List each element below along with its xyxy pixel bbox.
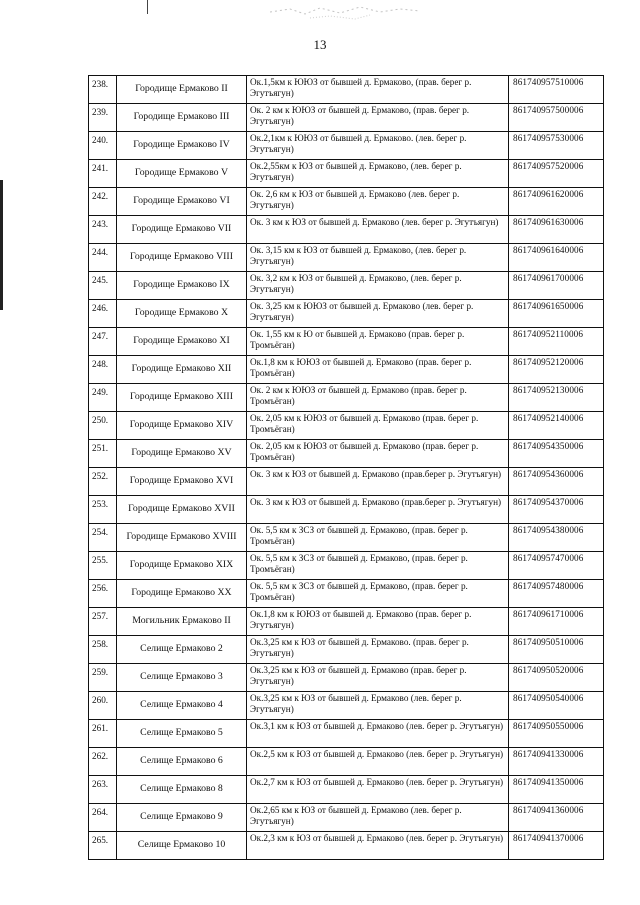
site-location: Ок.2,65 км к ЮЗ от бывшей д. Ермаково (лев. берег р. Эгутъягун) [247, 804, 509, 832]
site-code: 861740961700006 [509, 272, 604, 300]
site-code: 861740957480006 [509, 580, 604, 608]
site-code: 861740950510006 [509, 636, 604, 664]
row-number: 259. [89, 664, 117, 692]
table-row [89, 160, 604, 188]
row-number: 239. [89, 104, 117, 132]
site-name: Городище Ермаково XVII [117, 496, 247, 524]
site-location: Ок. 3 км к ЮЗ от бывшей д. Ермаково (лев. берег р. Эгутъягун) [247, 216, 509, 244]
site-location: Ок. 2 км к ЮЮЗ от бывшей д. Ермаково (прав. берег р. Тромъёган) [247, 384, 509, 412]
table-row [89, 440, 604, 468]
site-location: Ок.2,3 км к ЮЗ от бывшей д. Ермаково (лев. берег р. Эгутъягун) [247, 832, 509, 860]
row-number: 246. [89, 300, 117, 328]
site-location: Ок.1,5км к ЮЮЗ от бывшей д. Ермаково, (прав. берег р. Эгутъягун) [247, 76, 509, 104]
site-code: 861740941360006 [509, 804, 604, 832]
row-number: 261. [89, 720, 117, 748]
site-name: Городище Ермаково X [117, 300, 247, 328]
row-number: 264. [89, 804, 117, 832]
site-name: Городище Ермаково IX [117, 272, 247, 300]
table-row [89, 272, 604, 300]
table-row [89, 636, 604, 664]
site-location: Ок.3,25 км к ЮЗ от бывшей д. Ермаково (прав. берег р. Эгутъягун) [247, 664, 509, 692]
scan-artifact [270, 0, 420, 22]
row-number: 258. [89, 636, 117, 664]
table-row [89, 328, 604, 356]
site-name: Селище Ермаково 2 [117, 636, 247, 664]
site-location: Ок. 3,25 км к ЮЮЗ от бывшей д. Ермаково (лев. берег р. Эгутъягун) [247, 300, 509, 328]
site-name: Городище Ермаково VIII [117, 244, 247, 272]
table-body [89, 76, 604, 860]
table-row [89, 832, 604, 860]
site-name: Городище Ермаково V [117, 160, 247, 188]
site-code: 861740957510006 [509, 76, 604, 104]
site-location: Ок.1,8 км к ЮЮЗ от бывшей д. Ермаково (прав. берег р. Тромъёган) [247, 356, 509, 384]
row-number: 265. [89, 832, 117, 860]
site-name: Городище Ермаково XIV [117, 412, 247, 440]
row-number: 262. [89, 748, 117, 776]
page-number: 13 [313, 37, 327, 52]
site-location: Ок. 5,5 км к ЗСЗ от бывшей д. Ермаково, (прав. берег р. Тромъёган) [247, 552, 509, 580]
site-name: Городище Ермаково XI [117, 328, 247, 356]
site-name: Селище Ермаково 5 [117, 720, 247, 748]
site-location: Ок.2,55км к ЮЗ от бывшей д. Ермаково, (лев. берег р. Эгутъягун) [247, 160, 509, 188]
site-name: Городище Ермаково III [117, 104, 247, 132]
site-code: 861740941330006 [509, 748, 604, 776]
table-row [89, 776, 604, 804]
row-number: 247. [89, 328, 117, 356]
site-location: Ок. 5,5 км к ЗСЗ от бывшей д. Ермаково, (прав. берег р. Тромъёган) [247, 580, 509, 608]
site-code: 861740961710006 [509, 608, 604, 636]
table-row [89, 664, 604, 692]
site-location: Ок.2,1км к ЮЮЗ от бывшей д. Ермаково. (лев. берег р. Эгутъягун) [247, 132, 509, 160]
site-name: Городище Ермаково VII [117, 216, 247, 244]
table-row [89, 720, 604, 748]
row-number: 253. [89, 496, 117, 524]
table-row [89, 692, 604, 720]
site-name: Селище Ермаково 3 [117, 664, 247, 692]
site-code: 861740961620006 [509, 188, 604, 216]
site-name: Городище Ермаково VI [117, 188, 247, 216]
site-name: Городище Ермаково XII [117, 356, 247, 384]
site-code: 861740952120006 [509, 356, 604, 384]
site-code: 861740961650006 [509, 300, 604, 328]
row-number: 257. [89, 608, 117, 636]
row-number: 252. [89, 468, 117, 496]
site-location: Ок. 3 км к ЮЗ от бывшей д. Ермаково (прав.берег р. Эгутъягун) [247, 496, 509, 524]
site-code: 861740957530006 [509, 132, 604, 160]
site-name: Селище Ермаково 4 [117, 692, 247, 720]
site-location: Ок. 3,2 км к ЮЗ от бывшей д. Ермаково, (лев. берег р. Эгутъягун) [247, 272, 509, 300]
row-number: 251. [89, 440, 117, 468]
site-name: Городище Ермаково XVIII [117, 524, 247, 552]
row-number: 248. [89, 356, 117, 384]
site-location: Ок.3,25 км к ЮЗ от бывшей д. Ермаково (лев. берег р. Эгутъягун) [247, 692, 509, 720]
site-location: Ок. 2,6 км к ЮЗ от бывшей д. Ермаково (лев. берег р. Эгутъягун) [247, 188, 509, 216]
site-location: Ок.2,7 км к ЮЗ от бывшей д. Ермаково (лев. берег р. Эгутъягун) [247, 776, 509, 804]
row-number: 255. [89, 552, 117, 580]
table-row [89, 552, 604, 580]
table-row [89, 132, 604, 160]
table-row [89, 244, 604, 272]
site-code: 861740957500006 [509, 104, 604, 132]
table-row [89, 300, 604, 328]
site-location: Ок. 2,05 км к ЮЮЗ от бывшей д. Ермаково (прав. берег р. Тромъёган) [247, 412, 509, 440]
row-number: 263. [89, 776, 117, 804]
row-number: 260. [89, 692, 117, 720]
site-location: Ок. 2,05 км к ЮЮЗ от бывшей д. Ермаково (прав. берег р. Тромъёган) [247, 440, 509, 468]
site-name: Селище Ермаково 9 [117, 804, 247, 832]
row-number: 250. [89, 412, 117, 440]
site-code: 861740950520006 [509, 664, 604, 692]
row-number: 244. [89, 244, 117, 272]
site-code: 861740954380006 [509, 524, 604, 552]
site-code: 861740957470006 [509, 552, 604, 580]
site-location: Ок. 1,55 км к Ю от бывшей д. Ермаково (прав. берег р. Тромъёган) [247, 328, 509, 356]
row-number: 243. [89, 216, 117, 244]
table-row [89, 188, 604, 216]
site-code: 861740961640006 [509, 244, 604, 272]
site-location: Ок.3,25 км к ЮЗ от бывшей д. Ермаково. (прав. берег р. Эгутъягун) [247, 636, 509, 664]
site-location: Ок.1,8 км к ЮЮЗ от бывшей д. Ермаково (прав. берег р. Эгутъягун) [247, 608, 509, 636]
site-location: Ок. 2 км к ЮЮЗ от бывшей д. Ермаково, (прав. берег р. Эгутъягун) [247, 104, 509, 132]
site-name: Городище Ермаково IV [117, 132, 247, 160]
site-code: 861740952140006 [509, 412, 604, 440]
row-number: 245. [89, 272, 117, 300]
row-number: 238. [89, 76, 117, 104]
table-row [89, 580, 604, 608]
site-name: Могильник Ермаково II [117, 608, 247, 636]
table-row [89, 356, 604, 384]
table-row [89, 468, 604, 496]
site-name: Городище Ермаково XV [117, 440, 247, 468]
row-number: 256. [89, 580, 117, 608]
site-name: Городище Ермаково XIII [117, 384, 247, 412]
table-row [89, 748, 604, 776]
site-code: 861740952110006 [509, 328, 604, 356]
table-row [89, 524, 604, 552]
site-name: Селище Ермаково 6 [117, 748, 247, 776]
site-location: Ок.2,5 км к ЮЗ от бывшей д. Ермаково (лев. берег р. Эгутъягун) [247, 748, 509, 776]
table-row [89, 384, 604, 412]
table-row [89, 496, 604, 524]
row-number: 240. [89, 132, 117, 160]
scan-artifact [147, 0, 148, 14]
site-code: 861740954370006 [509, 496, 604, 524]
table-row [89, 104, 604, 132]
table-row [89, 216, 604, 244]
site-code: 861740952130006 [509, 384, 604, 412]
site-location: Ок. 5,5 км к ЗСЗ от бывшей д. Ермаково, (прав. берег р. Тромъёган) [247, 524, 509, 552]
scan-artifact [0, 180, 3, 310]
site-name: Селище Ермаково 10 [117, 832, 247, 860]
site-code: 861740954360006 [509, 468, 604, 496]
monuments-table [88, 75, 604, 860]
site-name: Городище Ермаково XIX [117, 552, 247, 580]
site-code: 861740957520006 [509, 160, 604, 188]
site-code: 861740950550006 [509, 720, 604, 748]
row-number: 241. [89, 160, 117, 188]
row-number: 254. [89, 524, 117, 552]
table-row [89, 76, 604, 104]
site-name: Селище Ермаково 8 [117, 776, 247, 804]
table-row [89, 608, 604, 636]
site-code: 861740954350006 [509, 440, 604, 468]
site-code: 861740941350006 [509, 776, 604, 804]
site-code: 861740941370006 [509, 832, 604, 860]
table-row [89, 412, 604, 440]
site-location: Ок.3,1 км к ЮЗ от бывшей д. Ермаково (лев. берег р. Эгутъягун) [247, 720, 509, 748]
site-location: Ок. 3,15 км к ЮЗ от бывшей д. Ермаково, (лев. берег р. Эгутъягун) [247, 244, 509, 272]
site-location: Ок. 3 км к ЮЗ от бывшей д. Ермаково (прав.берег р. Эгутъягун) [247, 468, 509, 496]
site-name: Городище Ермаково XVI [117, 468, 247, 496]
site-name: Городище Ермаково II [117, 76, 247, 104]
row-number: 242. [89, 188, 117, 216]
table-row [89, 804, 604, 832]
site-name: Городище Ермаково XX [117, 580, 247, 608]
site-code: 861740950540006 [509, 692, 604, 720]
site-code: 861740961630006 [509, 216, 604, 244]
row-number: 249. [89, 384, 117, 412]
